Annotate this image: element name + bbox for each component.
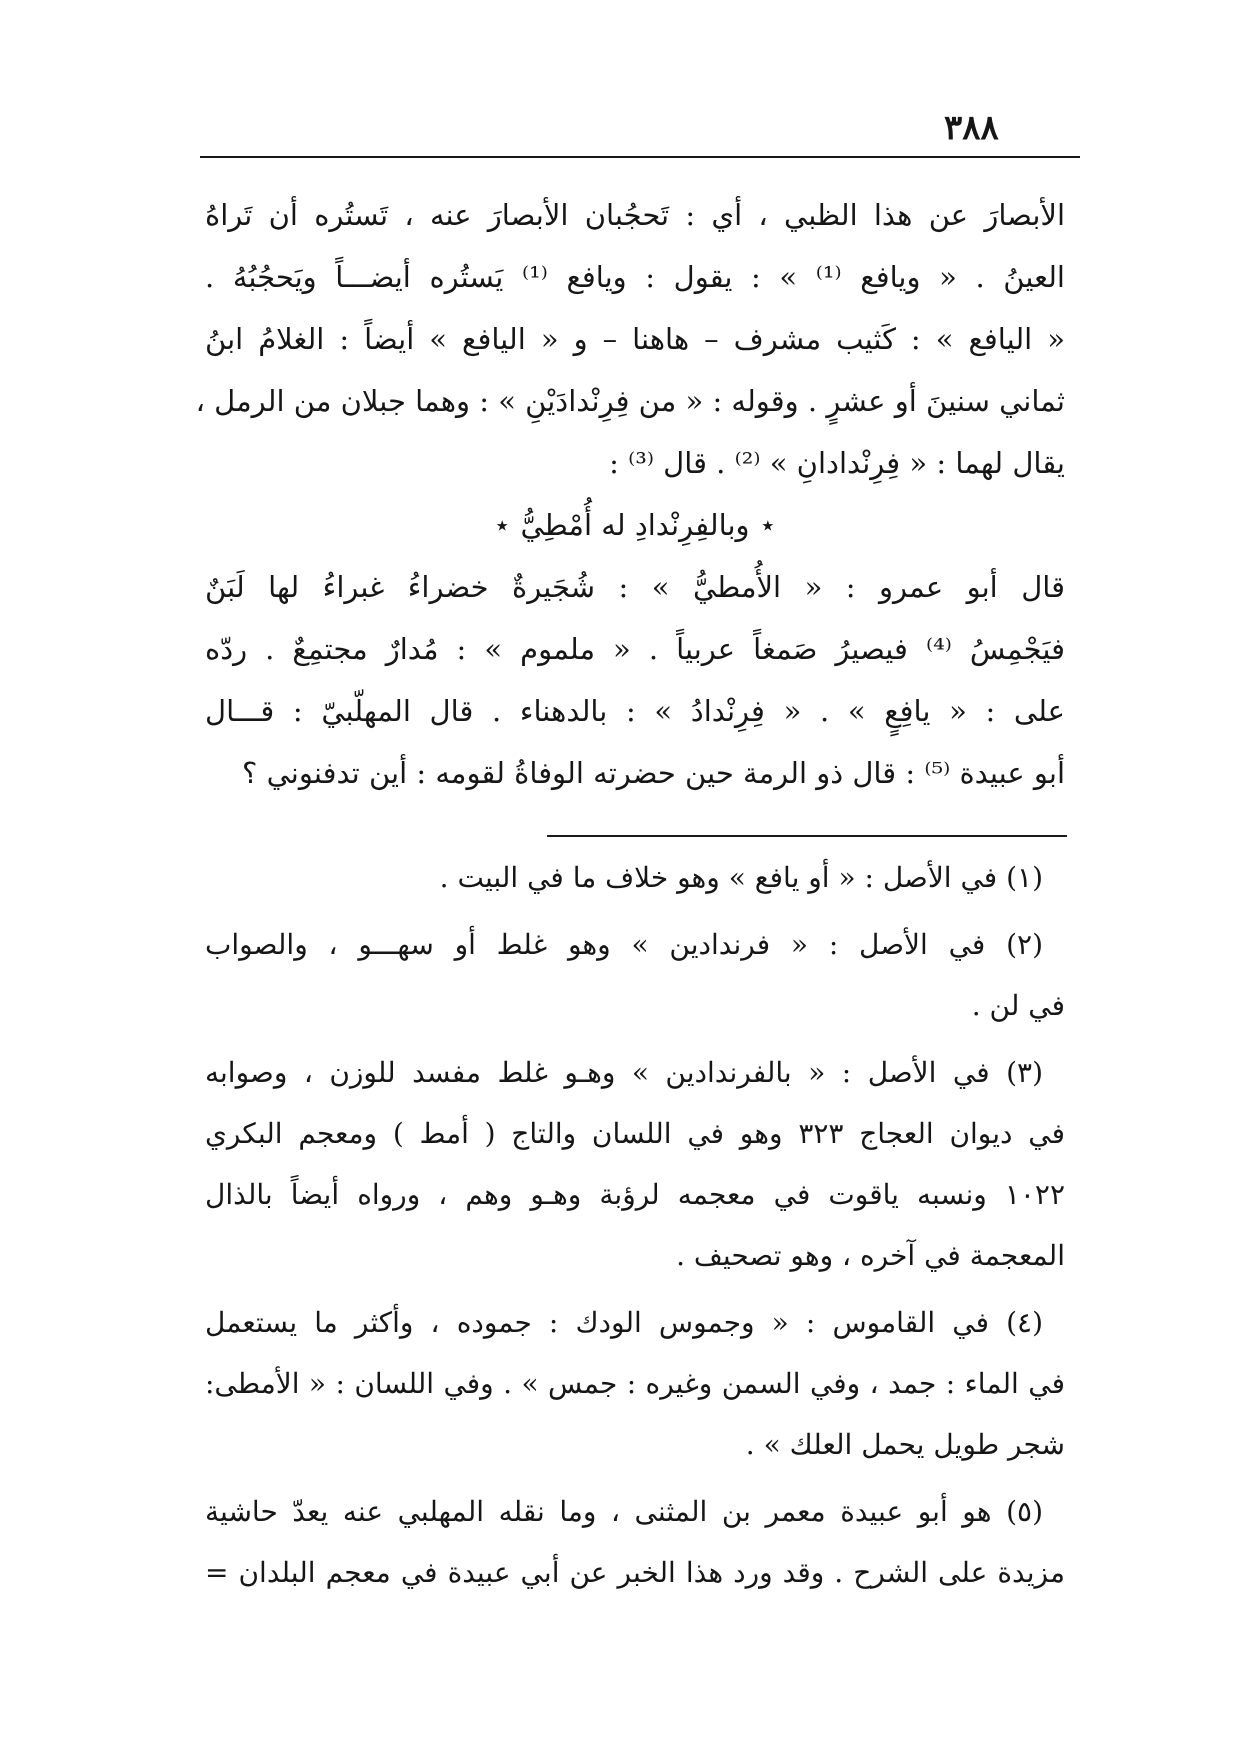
poetry-verse: ⋆ وبالفِرِنْدادِ له أُمْطِيُّ ⋆ — [493, 508, 777, 542]
footnote-line: المعجمة في آخره ، وهو تصحيف . — [676, 1239, 1065, 1272]
text-line: على : « يافِعٍ » . « فِرِنْدادُ » : بالدهناء . قال المهلّبيّ : قـــال — [205, 694, 1065, 728]
footnote-line: (٣) في الأصل : « بالفرندادين » وهـو غلط مفسد للوزن ، وصوابه — [205, 1056, 1043, 1089]
footnote-line: (٤) في القاموس : « وجموس الودك : جموده ، وأكثر ما يستعمل — [205, 1306, 1043, 1339]
footnote-3 — [205, 1045, 1065, 1289]
footnote-line: (١) في الأصل : « أو يافع » وهو خلاف ما في البيت . — [439, 861, 1043, 894]
footnote-line: في لن . — [971, 989, 1065, 1022]
text-line: أبو عبيدة ⁽⁵⁾ : قال ذو الرمة حين حضرته الوفاةُ لقومه : أين تدفنوني ؟ — [242, 756, 1065, 790]
footnote-separator — [547, 835, 1067, 837]
footnote-2 — [205, 917, 1065, 1039]
text-line: يقال لهما : « فِرِنْدادانِ » ⁽²⁾ . قال ⁽³⁾ : — [609, 446, 1065, 480]
footnote-line: في الماء : جمد ، وفي السمن وغيره : جمس » . وفي اللسان : « الأمطى: — [205, 1367, 1065, 1400]
footnotes — [205, 850, 1065, 1606]
footnote-line: في ديوان العجاج ٣٢٣ وهو في اللسان والتاج ( أمط ) ومعجم البكري — [205, 1117, 1065, 1150]
text-line: ثماني سنينَ أو عشرٍ . وقوله : « من فِرِنْدادَيْنِ » : وهما جبلان من الرمل ، — [195, 384, 1065, 418]
text-line: « اليافع » : كَثيب مشرف – هاهنا – و « اليافع » أيضاً : الغلامُ ابنُ — [205, 322, 1065, 356]
footnote-1 — [205, 850, 1065, 911]
text-line: الأبصارَ عن هذا الظبي ، أي : تَحجُبان الأبصارَ عنه ، تَستُره أن تَراهُ — [205, 198, 1065, 232]
footnote-line: شجر طويل يحمل العلك » . — [745, 1428, 1065, 1461]
footnote-line: (٢) في الأصل : « فرندادين » وهو غلط أو سهـــو ، والصواب — [205, 928, 1043, 961]
main-text — [195, 186, 1065, 806]
header-rule — [200, 156, 1080, 158]
page-number: ٣٨٨ — [944, 108, 999, 148]
footnote-line: مزيدة على الشرح . وقد ورد هذا الخبر عن أبي عبيدة في معجم البلدان = — [205, 1556, 1065, 1589]
footnote-4 — [205, 1295, 1065, 1478]
footnote-5 — [205, 1484, 1065, 1606]
text-line: قال أبو عمرو : « الأُمطيُّ » : شُجَيرةٌ خضراءُ غبراءُ لها لَبَنٌ — [205, 570, 1065, 604]
text-line: فيَجْمِسُ ⁽⁴⁾ فيصيرُ صَمغاً عربياً . « ملموم » : مُدارٌ مجتمِعٌ . ردّه — [205, 632, 1065, 666]
footnote-line: ١٠٢٢ ونسبه ياقوت في معجمه لرؤبة وهـو وهم ، ورواه أيضاً بالذال — [205, 1178, 1065, 1211]
footnote-line: (٥) هو أبو عبيدة معمر بن المثنى ، وما نقله المهلبي عنه يعدّ حاشية — [205, 1495, 1043, 1528]
text-line: العينُ . « ويافع ⁽¹⁾ » : يقول : ويافع ⁽¹⁾ يَستُره أيضـــاً ويَحجُبُهُ . — [205, 260, 1065, 294]
